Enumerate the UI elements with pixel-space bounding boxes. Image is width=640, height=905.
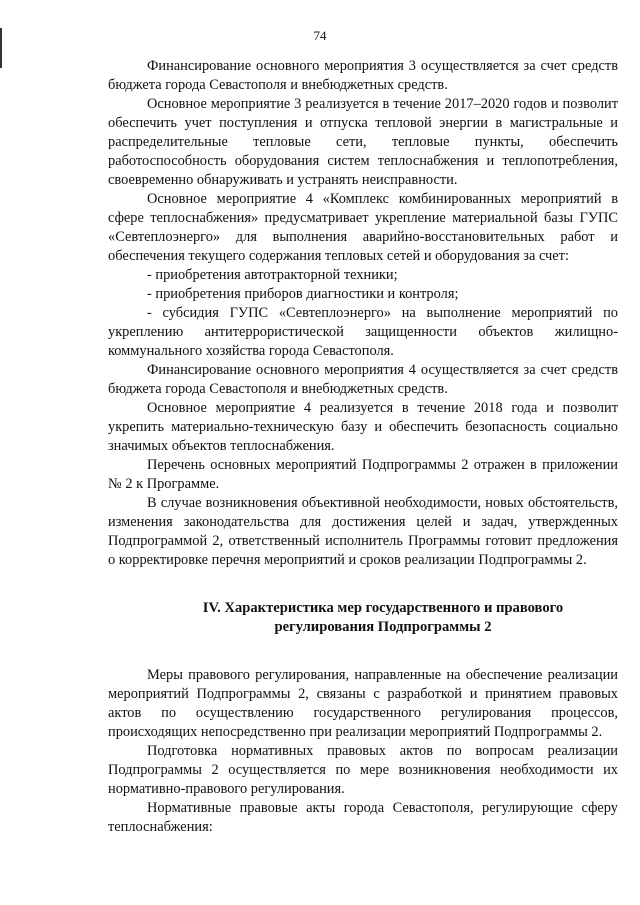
paragraph-legal-acts-list: Нормативные правовые акты города Севастополя, регулирующие сферу теплоснабжения: — [108, 800, 618, 835]
paragraph-measures-list: Перечень основных мероприятий Подпрограммы 2 отражен в приложении № 2 к Программе. — [108, 457, 618, 492]
paragraph-financing-4: Финансирование основного мероприятия 4 осуществляется за счет средств бюджета города Севастополя и внебюджетных средств. — [108, 362, 618, 397]
paragraph-legal-measures: Меры правового регулирования, направленные на обеспечение реализации мероприятий Подпрограммы 2, связаны с разработкой и принятием правовых актов по осуществлению государственного регулирования процессов, происходящих непосредственно при реализации мероприятий Подпрограммы 2. — [108, 667, 618, 740]
list-item-vehicles: - приобретения автотракторной техники; — [147, 267, 398, 283]
paragraph-measure-3: Основное мероприятие 3 реализуется в течение 2017–2020 годов и позволит обеспечить учет поступления и отпуска тепловой энергии в магистральные и распределительные тепловые сети, тепловые пункты, обеспечить работоспособность оборудования систем теплоснабжения и теплопотребления, своевременно обнаруживать и устранять неисправности. — [108, 96, 618, 188]
paragraph-adjustment: В случае возникновения объективной необходимости, новых обстоятельств, изменения законодательства для достижения целей и задач, утвержденных Подпрограммой 2, ответственный исполнитель Программы готовит предложения о корректировке перечня мероприятий и сроков реализации Подпрограммы 2. — [108, 495, 618, 568]
paragraph-measure-4: Основное мероприятие 4 «Комплекс комбинированных мероприятий в сфере теплоснабжения» предусматривает укрепление материальной базы ГУПС «Севтеплоэнерго» для выполнения аварийно-восстановительных работ и обеспечения текущего содержания тепловых сетей и оборудования за счет: — [108, 191, 618, 264]
section-heading — [108, 599, 618, 637]
paragraph-financing-3: Финансирование основного мероприятия 3 осуществляется за счет средств бюджета города Севастополя и внебюджетных средств. — [108, 58, 618, 93]
list-item-subsidy: - субсидия ГУПС «Севтеплоэнерго» на выполнение мероприятий по укреплению антитеррористической защищенности объектов жилищно-коммунального хозяйства города Севастополя. — [108, 305, 618, 359]
section-heading-line2: регулирования Подпрограммы 2 — [274, 619, 492, 635]
paragraph-measure-4-period: Основное мероприятие 4 реализуется в течение 2018 года и позволит укрепить материально-техническую базу и обеспечить безопасность социально значимых объектов теплоснабжения. — [108, 400, 618, 454]
document-body — [108, 57, 618, 837]
list-item-diagnostics: - приобретения приборов диагностики и контроля; — [147, 286, 459, 302]
section-heading-line1: IV. Характеристика мер государственного и правового — [202, 600, 564, 616]
paragraph-legal-acts-prep: Подготовка нормативных правовых актов по вопросам реализации Подпрограммы 2 осуществляется по мере возникновения необходимости их нормативно-правового регулирования. — [108, 743, 618, 797]
page-number: 74 — [313, 28, 327, 43]
